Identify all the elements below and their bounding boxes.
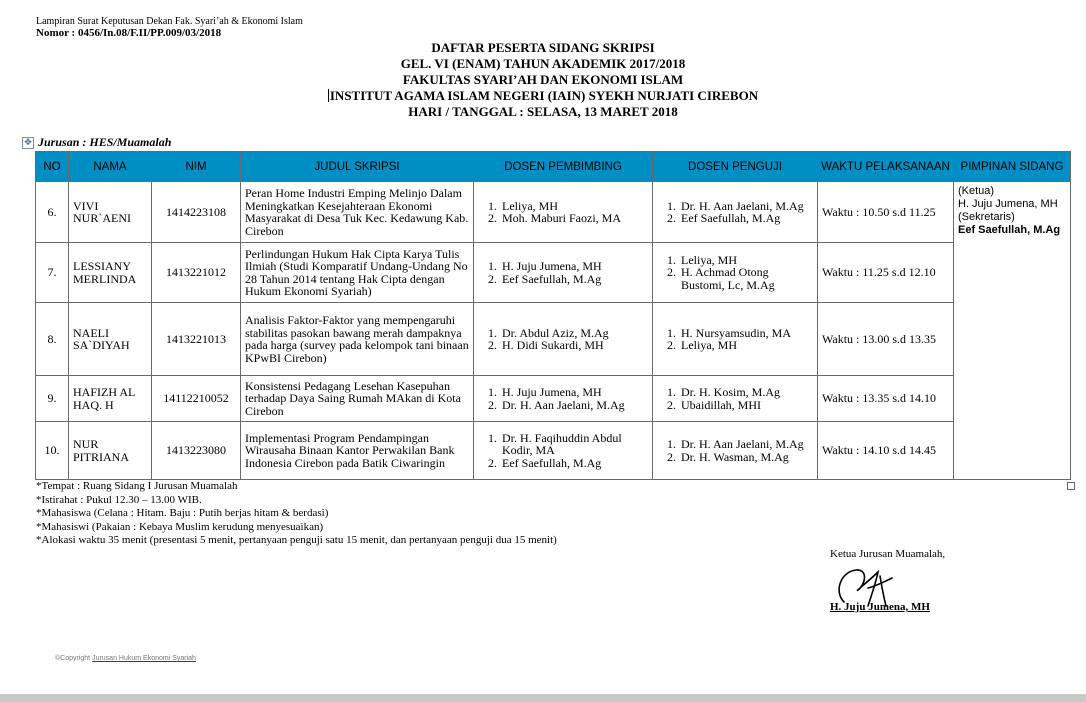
jurusan-label: Jurusan : HES/Muamalah <box>38 135 172 149</box>
pembimbing-item: 1. H. Juju Jumena, MH <box>500 260 648 273</box>
title-line-4 <box>0 88 1086 104</box>
pembimbing-item: 1. Dr. H. Faqihuddin Abdul Kodir, MA <box>500 432 648 457</box>
copyright-text: Jurusan Hukum Ekonomi Syariah <box>92 655 196 662</box>
pembimbing-item: 2. Moh. Maburi Faozi, MA <box>500 212 648 225</box>
cell-waktu: Waktu : 13.00 s.d 13.35 <box>818 303 954 376</box>
col-header-no: NO <box>36 152 69 182</box>
cell-waktu: Waktu : 11.25 s.d 12.10 <box>818 243 954 303</box>
penguji-item: 2. Ubaidillah, MHI <box>679 399 813 412</box>
cell-penguji <box>653 182 818 243</box>
signature-name: H. Juju Jumena, MH <box>830 601 930 613</box>
table-header-row <box>36 152 1071 182</box>
cell-no: 9. <box>36 376 69 422</box>
document-title <box>0 40 1086 120</box>
cell-nama: HAFIZH AL HAQ. H <box>69 376 152 422</box>
table-row <box>36 422 1071 480</box>
penguji-item: 1. Dr. H. Aan Jaelani, M.Ag <box>679 200 813 213</box>
cell-pembimbing <box>474 376 653 422</box>
col-header-waktu: WAKTU PELAKSANAAN <box>818 152 954 182</box>
pimpinan-sekretaris: Eef Saefullah, M.Ag <box>958 224 1061 236</box>
cell-nama: VIVI NUR`AENI <box>69 182 152 243</box>
pembimbing-item: 2. H. Didi Sukardi, MH <box>500 339 648 352</box>
cell-nama: NAELI SA`DIYAH <box>69 303 152 376</box>
cell-nama: NUR PITRIANA <box>69 422 152 480</box>
cell-pembimbing <box>474 243 653 303</box>
cell-judul: Implementasi Program Pendampingan Wirausaha Binaan Kantor Perwakilan Bank Indonesia Cirebon pada Batik Ciwaringin <box>241 422 474 480</box>
lampiran-text: Lampiran Surat Keputusan Dekan Fak. Syari’ah & Ekonomi Islam <box>36 16 303 27</box>
copyright-prefix: ©Copyright <box>55 655 93 662</box>
notes-section <box>36 480 557 548</box>
note-line: *Tempat : Ruang Sidang I Jurusan Muamalah <box>36 480 238 492</box>
pembimbing-item: 1. Dr. Abdul Aziz, M.Ag <box>500 327 648 340</box>
pembimbing-item: 1. Leliya, MH <box>500 200 648 213</box>
cell-nim: 14112210052 <box>152 376 241 422</box>
pembimbing-item: 2. Dr. H. Aan Jaelani, M.Ag <box>500 399 648 412</box>
col-header-judul: JUDUL SKRIPSI <box>241 152 474 182</box>
cell-pembimbing <box>474 182 653 243</box>
cell-penguji <box>653 376 818 422</box>
note-line: *Mahasiswa (Celana : Hitam. Baju : Putih berjas hitam & berdasi) <box>36 507 329 519</box>
cell-nim: 1413223080 <box>152 422 241 480</box>
note-line: *Mahasiswi (Pakaian : Kebaya Muslim kerudung menyesuaikan) <box>36 520 324 533</box>
cell-judul: Peran Home Industri Emping Melinjo Dalam Meningkatkan Kesejahteraan Ekonomi Masyarakat di Desa Tuk Kec. Kedawung Kab. Cirebon <box>241 182 474 243</box>
cell-no: 10. <box>36 422 69 480</box>
col-header-pembimbing: DOSEN PEMBIMBING <box>474 152 653 182</box>
title-line-4-text: INSTITUT AGAMA ISLAM NEGERI (IAIN) SYEKH NURJATI CIREBON <box>329 88 759 103</box>
penguji-item: 2. Eef Saefullah, M.Ag <box>679 212 813 225</box>
cell-pimpinan <box>954 182 1071 480</box>
cell-nim: 1413221012 <box>152 243 241 303</box>
col-header-pimpinan: PIMPINAN SIDANG <box>954 152 1071 182</box>
cell-no: 7. <box>36 243 69 303</box>
table-row <box>36 182 1071 243</box>
table-move-handle-icon[interactable]: ✥ <box>22 137 34 149</box>
table-row <box>36 243 1071 303</box>
participants-table <box>35 151 1071 480</box>
table-row <box>36 303 1071 376</box>
cell-penguji <box>653 303 818 376</box>
cell-penguji <box>653 243 818 303</box>
penguji-item: 1. Dr. H. Aan Jaelani, M.Ag <box>679 438 813 451</box>
cell-no: 8. <box>36 303 69 376</box>
cell-penguji <box>653 422 818 480</box>
pembimbing-item: 2. Eef Saefullah, M.Ag <box>500 273 648 286</box>
pimpinan-ketua-label: (Ketua) <box>958 185 995 197</box>
cell-nim: 1413221013 <box>152 303 241 376</box>
note-line: *Alokasi waktu 35 menit (presentasi 5 menit, pertanyaan penguji satu 15 menit, dan pertanyaan penguji dua 15 menit) <box>36 534 557 546</box>
note-line: *Istirahat : Pukul 12.30 – 13.00 WIB. <box>36 493 202 506</box>
cell-judul: Perlindungan Hukum Hak Cipta Karya Tulis Ilmiah (Studi Komparatif Undang-Undang No 28 Tahun 2014 tentang Hak Cipta dengan Hukum Ekonomi Syariah) <box>241 243 474 303</box>
col-header-nama: NAMA <box>69 152 152 182</box>
title-line-3: FAKULTAS SYARI’AH DAN EKONOMI ISLAM <box>402 72 684 87</box>
penguji-item: 1. Leliya, MH <box>679 254 813 267</box>
copyright-footer <box>55 655 196 662</box>
title-line-1: DAFTAR PESERTA SIDANG SKRIPSI <box>431 40 655 55</box>
cell-waktu: Waktu : 10.50 s.d 11.25 <box>818 182 954 243</box>
table-end-mark <box>1067 482 1075 490</box>
nomor-text: Nomor : 0456/In.08/F.II/PP.009/03/2018 <box>36 27 222 39</box>
cell-judul: Analisis Faktor-Faktor yang mempengaruhi stabilitas pasokan bawang merah dampaknya pada harga (survey pada kelompok tani binaan KPwBI Cirebon) <box>241 303 474 376</box>
window-bottom-bar <box>0 694 1086 702</box>
penguji-item: 1. Dr. H. Kosim, M.Ag <box>679 386 813 399</box>
cell-no: 6. <box>36 182 69 243</box>
cell-nim: 1414223108 <box>152 182 241 243</box>
penguji-item: 2. Dr. H. Wasman, M.Ag <box>679 451 813 464</box>
title-line-5: HARI / TANGGAL : SELASA, 13 MARET 2018 <box>408 104 678 119</box>
title-line-2: GEL. VI (ENAM) TAHUN AKADEMIK 2017/2018 <box>400 56 686 71</box>
cell-judul: Konsistensi Pedagang Lesehan Kasepuhan terhadap Daya Saing Rumah MAkan di Kota Cirebon <box>241 376 474 422</box>
cell-waktu: Waktu : 14.10 s.d 14.45 <box>818 422 954 480</box>
cell-waktu: Waktu : 13.35 s.d 14.10 <box>818 376 954 422</box>
signature-title: Ketua Jurusan Muamalah, <box>830 548 946 560</box>
pimpinan-sekretaris-label: (Sekretaris) <box>958 211 1015 223</box>
col-header-nim: NIM <box>152 152 241 182</box>
text-cursor <box>328 89 329 102</box>
cell-pembimbing <box>474 303 653 376</box>
cell-pembimbing <box>474 422 653 480</box>
penguji-item: 2. H. Achmad Otong Bustomi, Lc, M.Ag <box>679 266 813 291</box>
cell-nama: LESSIANY MERLINDA <box>69 243 152 303</box>
penguji-item: 1. H. Nursyamsudin, MA <box>679 327 813 340</box>
pembimbing-item: 1. H. Juju Jumena, MH <box>500 386 648 399</box>
col-header-penguji: DOSEN PENGUJI <box>653 152 818 182</box>
penguji-item: 2. Leliya, MH <box>679 339 813 352</box>
pembimbing-item: 2. Eef Saefullah, M.Ag <box>500 457 648 470</box>
pimpinan-ketua: H. Juju Jumena, MH <box>958 198 1058 210</box>
table-row <box>36 376 1071 422</box>
